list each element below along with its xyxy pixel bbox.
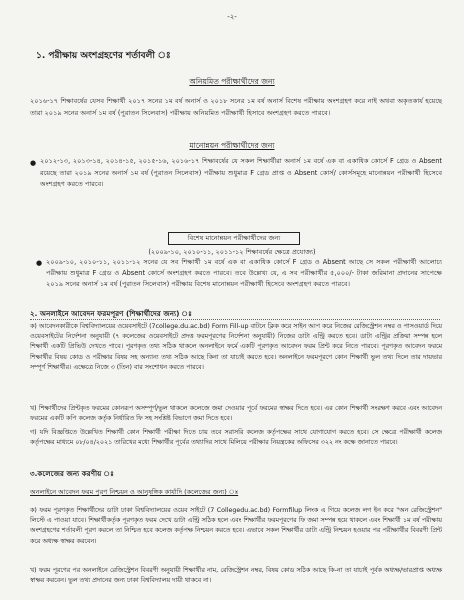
special-paragraph bbox=[46, 257, 442, 290]
section2-item-b bbox=[30, 404, 442, 424]
section2-heading: ২. অনলাইনে আবেদন ফরমপূরণ (শিক্ষার্থীদের জন্য) ঃ bbox=[30, 309, 192, 318]
item-text: খ) শিক্ষার্থীদের প্রিন্টকৃত ফরমের কোনরূপ অসম্পূর্ণ/ভুল থাকলে কলেজে জমা দেওয়ার পূর্বে ফরমের স্বাক্ষর দিতে হবে। এর কোন শিক্ষার্থী সংরক্ষণ করবে এবং আবেদন ফরমের একটি কপি কলেজ কর্তৃক নির্ধারিত ফি সহ সংশ্লিষ্ট বিভাগে জমা দিতে হবে। bbox=[30, 405, 442, 423]
section3-item-b bbox=[30, 566, 442, 586]
improvement-paragraph bbox=[40, 156, 442, 191]
irregular-paragraph bbox=[30, 96, 442, 119]
item-text: ক) ফরম পূরণকৃত শিক্ষার্থীদের ডাটা ঢাকা বিশ্ববিদ্যালয়ের ওয়েব সাইটে (7 Collegedu.ac.bd) Formfilup লিংক এ গিয়ে কলেজ লগ ইন করে "অন রেজিস্ট্রেশন" লিস্টে এ পাওয়া যাবে। শিক্ষার্থীকর্তৃক পূরণকৃত ফরম দেখে ডাটা এন্ট্রি সঠিক হলে এবং শিক্ষার্থীর ফরমপূরণের ফি জমা সম্পন্ন হয়ে থাকলে এবং শিক্ষার্থী ১ম বর্ষ পরীক্ষায় অংশগ্রহণের শর্তাবলী পূরণ করলে তা নিশ্চিত হবে কলেজ কর্তৃপক্ষ নিশ্চয়ন করতে হবে। এভাবে সকল শিক্ষার্থীর ডাটা এন্ট্রি নিশ্চয়ন হওয়ার পর পরীক্ষার্থীর বিবরণী প্রিন্ট করে অধ্যক্ষ স্বাক্ষর করবেন। bbox=[30, 507, 442, 545]
irregular-text: ২০১৬-১৭ শিক্ষাবর্ষের যেসব শিক্ষার্থী ২০১৭ সনের ১ম বর্ষ অনার্স ও ২০১৮ সনের ১ম বর্ষ অনার্স বিশেষ পরীক্ষায় অংশগ্রহণ করে নাই অথবা অকৃতকার্য হয়েছে তারা ২০১৯ সনের অনার্স ১ম বর্ষ (পুরাতন সিলেবাস) পরীক্ষায় অনিয়মিত পরীক্ষার্থী হিসাবে অংশগ্রহণ করতে পারবে। bbox=[30, 97, 442, 117]
item-text: গ) যদি বিজ্ঞপ্তিতে উল্লেখিত শিক্ষার্থী কোন শিক্ষার্থী পরীক্ষা দিতে চায় তবে সরাসরি কলেজ কর্তৃপক্ষের সাথে যোগাযোগ করতে হবে। সে ক্ষেত্রে পরীক্ষার্থী কলেজ কর্তৃপক্ষের মাধ্যমে ০৮/০৪/২০২১ তারিখের মধ্যে শিক্ষার্থীর পূর্বের তথ্যাদির সাথে মিলিয়ে পরীক্ষার নিয়ন্ত্রকের অফিসের ৩২২ নং কক্ষে জানাতে পারবে। bbox=[30, 429, 442, 447]
section2-item-c bbox=[30, 428, 442, 448]
section3-online-title: অনলাইনে আবেদন ফরম পূরণ নিশ্চয়ন ও আনুষঙ্গিক কার্যাদি (কলেজের জন্য) ঃ bbox=[30, 488, 239, 496]
dotted-separator bbox=[30, 319, 440, 320]
special-sessions: (২০০৯-১০, ২০১০-১১, ২০১১-১২ শিক্ষাবর্ষের ক্ষেত্রে প্রযোজ্য) bbox=[148, 248, 316, 256]
special-text: ২০০৯-১০, ২০১০-১১, ২০১১-১২ সনের যে সব শিক্ষার্থী ১ম বর্ষে এক বা একাধিক কোর্সে F গ্রেড ও Absent আছে সে সকল পরীক্ষার্থী আলোচ্য পরীক্ষায় শুধুমাত্র F গ্রেড ও Absent কোর্সে অংশগ্রহণ করতে পারবে। তবে উল্লেখ্য যে, এ সব পরীক্ষার্থীর ৫,০০০/- টাকা জরিমানা প্রদানের সাপেক্ষে ২০১৯ সনের অনার্স ১ম বর্ষ (পুরাতন সিলেবাস) পরীক্ষায় বিশেষ মানোন্নয়ন পরীক্ষার্থী হিসেবে অংশগ্রহণ করতে পারবে। bbox=[46, 258, 442, 288]
special-title: বিশেষ মানোন্নয়ন পরীক্ষার্থীদের জন্য bbox=[168, 232, 300, 245]
item-text: ক) আবেদনকারীকে বিশ্ববিদ্যালয়ের ওয়েবসাইটে (7college.du.ac.bd) Form Fill-up বাটনে ক্লিক করে সাইন আপ করে নিজের রেজিস্ট্রেশন নম্বর ও পাসওয়ার্ড দিয়ে ওয়েবসাইটের নির্দেশনা অনুযায়ী (৭ কলেজের ওয়েবসাইটে প্রদত্ত ফরমপূরণের নির্দেশনা অনুযায়ী) নিজের ডাটা এন্ট্রি করতে হবে। ডাটা এন্ট্রির প্রক্রিয়া সম্পন্ন হলে শিক্ষার্থী একটি প্রিভিউ দেখতে পাবে। পূরণকৃত তথ্য সঠিক থাকলে অনলাইনে ফর্মে একটি পূরণকৃত আবেদন ফরম প্রিন্ট করে নিতে পারবে। পূরণকৃত আবেদন ফরমে শিক্ষার্থীর বিষয় কোড ও পরীক্ষার বিষয় সহ অন্যান্য তথ্য সঠিক আছে কিনা তা যাচাই করতে হবে। অনলাইনে ফরমপূরণে কোন শিক্ষার্থী ভুল তথ্য দিলে তার দায়ভার সম্পূর্ণ শিক্ষার্থীর। এক্ষেত্রে নিজে ৩ (তিন) বার সংশোধন করতে পারবে। bbox=[30, 323, 442, 371]
page-number: -২- bbox=[227, 13, 237, 21]
improvement-bullet: ● bbox=[30, 159, 37, 167]
item-text: খ) ফরম পূরণের পর অনলাইনে রেজিস্ট্রেশন বিবরণী অনুযায়ী শিক্ষার্থীর নাম, রেজিস্ট্রেশন নম্বর, বিষয় কোড সঠিক আছে কি-না তা যাচাই পূর্বক অধ্যক্ষ/ভারপ্রাপ্ত অধ্যক্ষ স্বাক্ষর করবেন। ভুল তথ্য প্রদানের জন্য ঢাকা বিশ্ববিদ্যালয় দায়ী থাকবে না। bbox=[30, 567, 442, 585]
section3-item-a bbox=[30, 506, 442, 547]
section1-heading: ১. পরীক্ষায় অংশগ্রহণের শর্তাবলী ঃ bbox=[36, 51, 171, 61]
improvement-text: ২০১২-১৩, ২০১৩-১৪, ২০১৪-১৫, ২০১৫-১৬, ২০১৬-১৭ শিক্ষাবর্ষের যে সকল শিক্ষার্থীরা অনার্স ১ম বর্ষে এক বা একাধিক কোর্সে F গ্রেড ও Absent রয়েছে তারা ২০১৯ সনের অনার্স ১ম বর্ষ (পুরাতন সিলেবাস) পরীক্ষায় শুধুমাত্র F গ্রেড প্রাপ্ত ও Absent কোর্স/ কোর্সসমূহে মানোন্নয়ন পরীক্ষার্থী হিসেবে অংশগ্রহণ করতে পারবে। bbox=[40, 157, 442, 188]
section2-item-a bbox=[30, 322, 442, 373]
special-bullet: ● bbox=[36, 259, 43, 267]
improvement-title: মানোন্নয়ন পরীক্ষার্থীদের জন্য bbox=[189, 141, 275, 150]
section3-online-title-wrap bbox=[30, 487, 442, 499]
section3-heading: ৩.কলেজের জন্য করণীয় ঃ bbox=[30, 469, 114, 478]
irregular-title: অনিয়মিত পরীক্ষার্থীদের জন্য bbox=[189, 77, 275, 86]
